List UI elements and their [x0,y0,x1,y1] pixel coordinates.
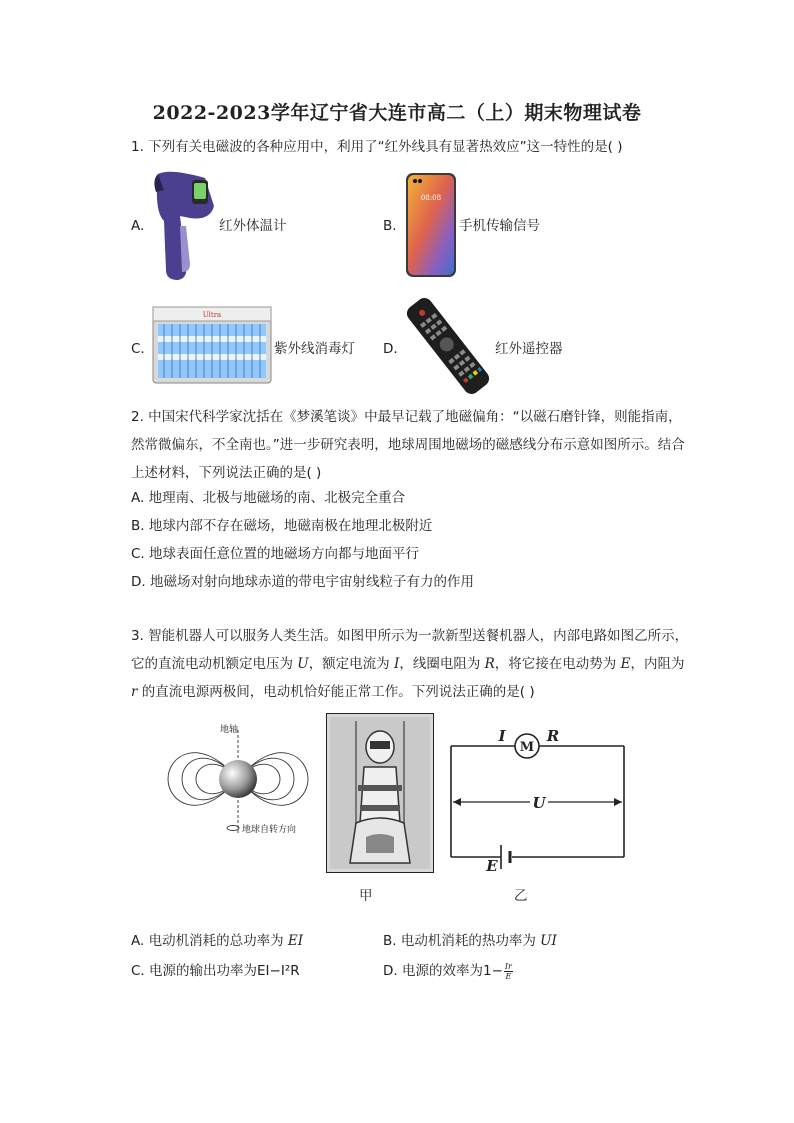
phone-time: 08:08 [420,194,442,202]
circuit-current-label: I [498,727,506,745]
uv-lamp-image [152,306,272,384]
q1-option-c-letter: C. [131,341,145,357]
circuit-emf-label: E [486,857,498,875]
q3-option-b: B. 电动机消耗的热功率为 UI [383,933,557,949]
efficiency-fraction: $\frac{Ir}{E}$ [504,961,512,981]
remote-control-image [402,296,494,396]
q1-option-b-letter: B. [383,218,397,234]
q1-option-c-text: 紫外线消毒灯 [274,341,355,357]
figure-yi-caption: 乙 [514,888,528,904]
earth-axis-label: 地轴 [220,725,239,735]
figure-jia-caption: 甲 [359,888,373,904]
earth-magnetic-field-figure [158,716,318,846]
q1-option-a-letter: A. [131,218,145,234]
lamp-brand: Ultra [202,311,222,319]
q1-option-a-text: 红外体温计 [219,218,287,234]
q1-stem: 1. 下列有关电磁波的各种应用中，利用了“红外线具有显著热效应”这一特性的是( ) [131,139,623,155]
smartphone-image [405,172,457,278]
circuit-motor-label: M [519,740,535,755]
q2-option-c: C. 地球表面任意位置的地磁场方向都与地面平行 [131,546,420,562]
circuit-resistance-label: R [546,727,560,745]
q1-option-d-letter: D. [383,341,398,357]
q3-stem: 3. 智能机器人可以服务人类生活。如图甲所示为一款新型送餐机器人，内部电路如图乙所示，它的直流电动机额定电压为 U，额定电流为 I，线圈电阻为 R，将它接在电动势为 E，内阻为 r 的直流电源两极间，电动机恰好能正常工作。下列说法正确的是( ) [131,628,689,700]
robot-photo-jia [326,713,434,873]
q1-option-b-text: 手机传输信号 [459,218,540,234]
earth-rotation-label: 地球自转方向 [242,825,297,835]
q2-option-b: B. 地球内部不存在磁场，地磁南极在地理北极附近 [131,518,433,534]
q3-option-d: D. 电源的效率为1− $\frac{Ir}{E}$ [383,961,512,981]
q1-option-d-text: 红外遥控器 [495,341,563,357]
circuit-diagram-yi [446,724,630,876]
q2-option-a: A. 地理南、北极与地磁场的南、北极完全重合 [131,490,406,506]
q2-option-d: D. 地磁场对射向地球赤道的带电宇宙射线粒子有力的作用 [131,574,474,590]
circuit-voltage-label: U [532,794,546,812]
q2-stem: 2. 中国宋代科学家沈括在《梦溪笔谈》中最早记载了地磁偏角：“以磁石磨针锋，则能指南，然常微偏东，不全南也。”进一步研究表明，地球周围地磁场的磁感线分布示意如图所示。结合上述材料，下列说法正确的是( ) [131,409,685,481]
page-title: 2022-2023学年辽宁省大连市高二（上）期末物理试卷 [152,102,642,124]
q3-option-a: A. 电动机消耗的总功率为 EI [131,933,304,949]
infrared-thermometer-image [150,166,220,284]
q3-option-c: C. 电源的输出功率为EI−I²R [131,963,300,979]
